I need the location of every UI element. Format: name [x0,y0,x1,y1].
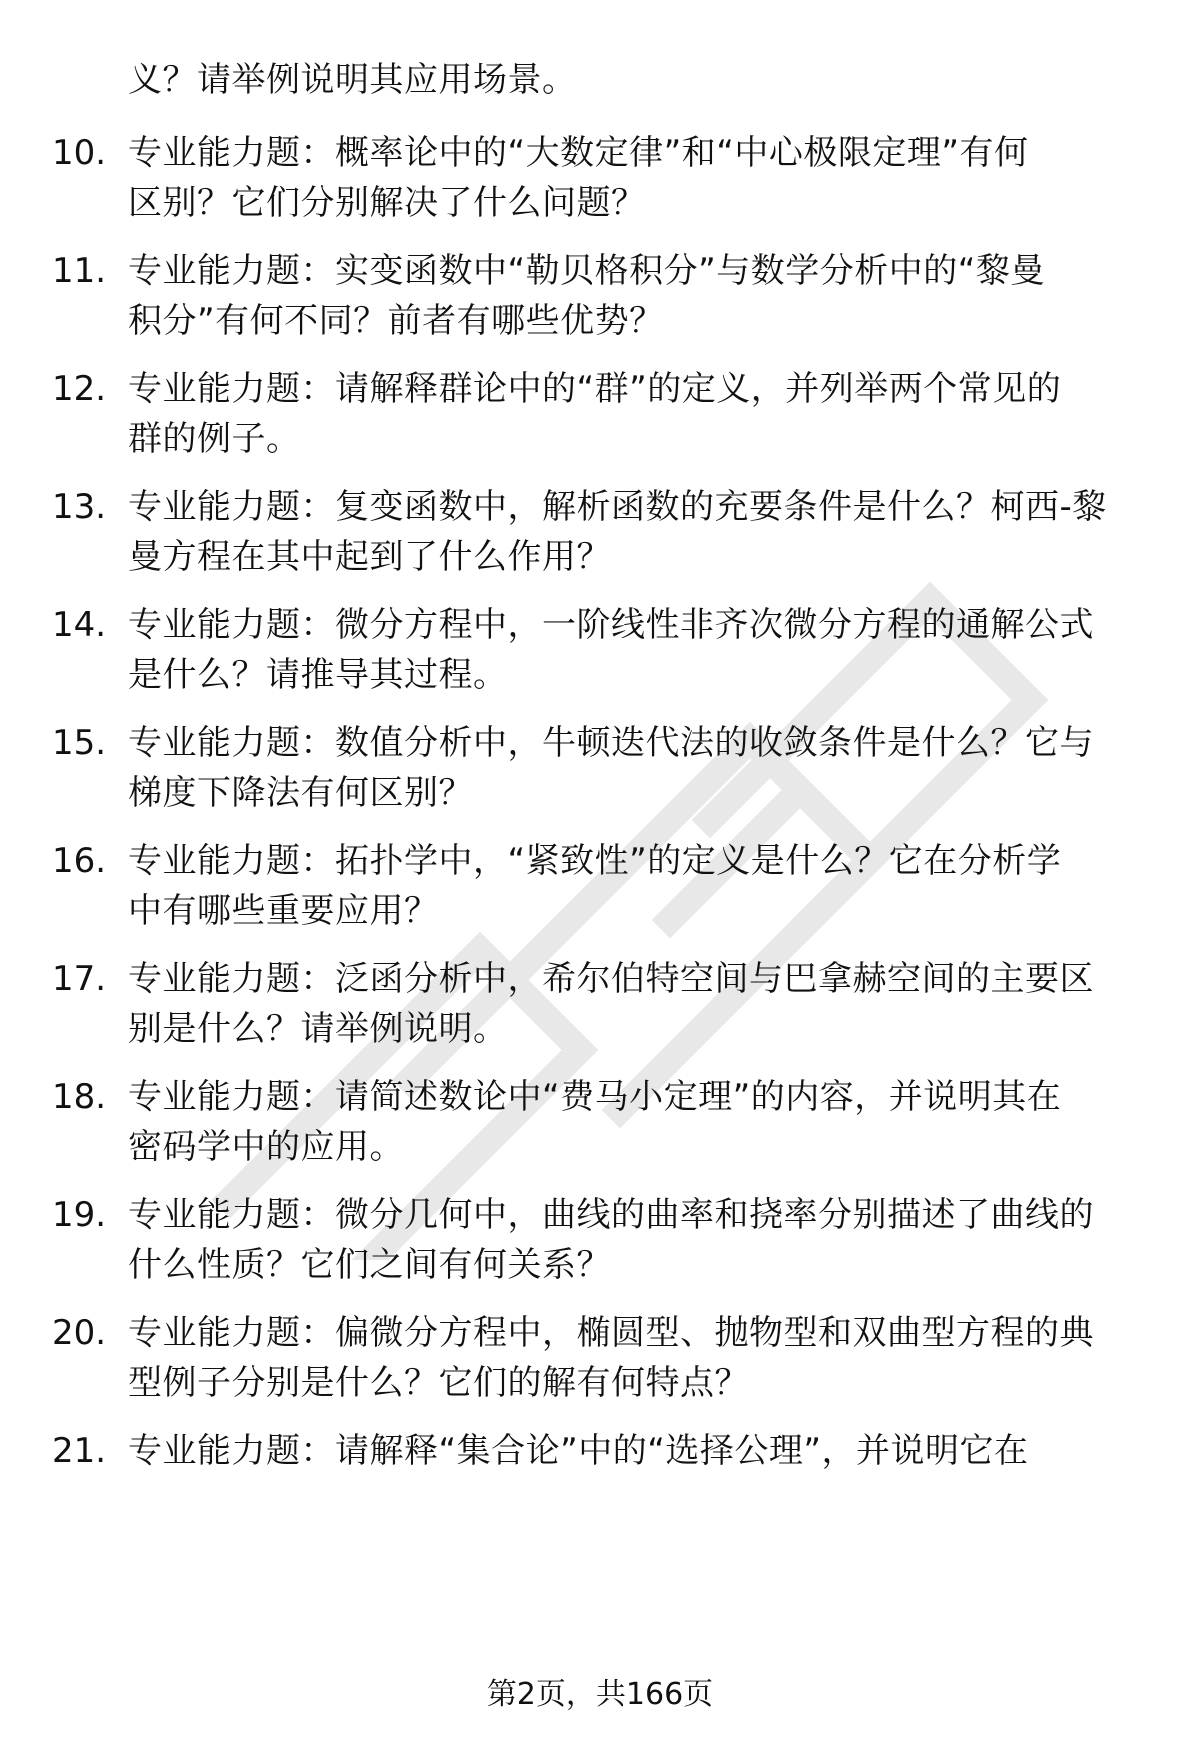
question-line: 曼方程在其中起到了什么作用？ [128,537,611,577]
question-text [128,482,1150,582]
question-line: 专业能力题：概率论中的“大数定律”和“中心极限定理”有何 [128,133,1029,173]
question-number: 17. [52,959,107,999]
question-text [128,364,1150,464]
question-text [128,1308,1150,1408]
question-line: 什么性质？它们之间有何关系？ [128,1245,611,1285]
question-text [128,836,1150,936]
question-text [128,1190,1150,1290]
question-line: 专业能力题：复变函数中，解析函数的充要条件是什么？柯西-黎 [128,487,1107,527]
list-item [0,1190,1200,1300]
list-item [0,718,1200,828]
question-line: 专业能力题：微分几何中，曲线的曲率和挠率分别描述了曲线的 [128,1195,1094,1235]
question-number: 12. [52,369,107,409]
question-text [128,1072,1150,1172]
list-item [0,364,1200,474]
list-item [0,128,1200,238]
question-number: 15. [52,723,107,763]
question-line: 专业能力题：请简述数论中“费马小定理”的内容，并说明其在 [128,1077,1062,1117]
question-line: 专业能力题：请解释群论中的“群”的定义，并列举两个常见的 [128,369,1062,409]
list-item [0,954,1200,1064]
list-item [0,1308,1200,1418]
question-number: 16. [52,841,107,881]
question-text [128,1426,1150,1526]
question-line: 别是什么？请举例说明。 [128,1009,508,1049]
question-line: 专业能力题：实变函数中“勒贝格积分”与数学分析中的“黎曼 [128,251,1045,291]
question-line [128,1476,1150,1526]
question-line: 中有哪些重要应用？ [128,891,439,931]
question-line: 专业能力题：请解释“集合论”中的“选择公理”，并说明它在 [128,1431,1029,1471]
question-text [128,600,1150,700]
question-text [128,718,1150,818]
question-line: 专业能力题：拓扑学中，“紧致性”的定义是什么？它在分析学 [128,841,1062,881]
question-line: 区别？它们分别解决了什么问题？ [128,183,646,223]
list-item [0,1072,1200,1182]
list-item [0,482,1200,592]
question-text [128,128,1150,228]
continuation-text: 义？请举例说明其应用场景。 [128,60,577,100]
question-line: 专业能力题：微分方程中，一阶线性非齐次微分方程的通解公式 [128,605,1094,645]
question-line: 群的例子。 [128,419,301,459]
question-line: 积分”有何不同？前者有哪些优势？ [128,301,664,341]
question-number: 19. [52,1195,107,1235]
question-number: 11. [52,251,107,291]
question-line: 梯度下降法有何区别？ [128,773,473,813]
question-text [128,954,1150,1054]
question-number: 10. [52,133,107,173]
question-number: 18. [52,1077,107,1117]
question-line: 专业能力题：泛函分析中，希尔伯特空间与巴拿赫空间的主要区 [128,959,1094,999]
question-number: 14. [52,605,107,645]
list-item [0,836,1200,946]
page-number-footer: 第2页，共166页 [486,1677,714,1712]
question-number: 21. [52,1431,107,1471]
question-text [128,246,1150,346]
list-item [0,600,1200,710]
list-item [0,1426,1200,1536]
question-number: 13. [52,487,107,527]
question-number: 20. [52,1313,107,1353]
question-line: 专业能力题：偏微分方程中，椭圆型、抛物型和双曲型方程的典 [128,1313,1094,1353]
question-line: 型例子分别是什么？它们的解有何特点？ [128,1363,749,1403]
question-line: 专业能力题：数值分析中，牛顿迭代法的收敛条件是什么？它与 [128,723,1094,763]
question-line: 密码学中的应用。 [128,1127,404,1167]
list-item [0,246,1200,356]
question-line: 是什么？请推导其过程。 [128,655,508,695]
